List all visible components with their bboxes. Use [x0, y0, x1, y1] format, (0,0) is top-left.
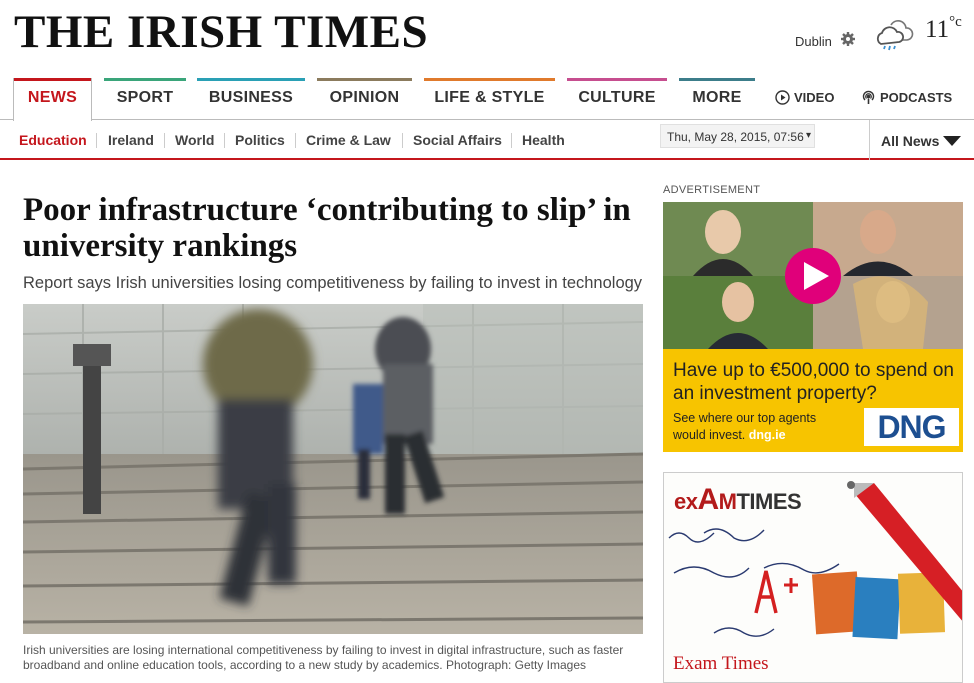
subnav-item-education[interactable]: Education: [19, 132, 87, 148]
main-nav: [0, 76, 974, 120]
tab-opinion[interactable]: [317, 78, 412, 120]
subnav-divider: [224, 133, 225, 148]
article-standfirst: Report says Irish universities losing competitiveness by failing to invest in technology: [23, 274, 643, 292]
podcasts-label: PODCASTS: [880, 90, 953, 105]
subnav-item-social-affairs[interactable]: Social Affairs: [413, 132, 502, 148]
subnav-divider: [96, 133, 97, 148]
masthead: [0, 0, 974, 76]
cloud-rain-icon: [873, 16, 917, 52]
subnav-item-politics[interactable]: Politics: [235, 132, 285, 148]
subnav-item-crime-law[interactable]: Crime & Law: [306, 132, 391, 148]
tab-accent-bar: [104, 78, 186, 81]
examtimes-logo: [674, 483, 801, 517]
tab-accent-bar: [567, 78, 667, 81]
tab-accent-bar: [679, 78, 755, 81]
tab-accent-bar: [424, 78, 555, 81]
ad-link[interactable]: dng.ie: [748, 428, 786, 442]
subnav-item-world[interactable]: World: [175, 132, 215, 148]
logo-part: TIMES: [736, 489, 802, 514]
video-label: VIDEO: [794, 90, 835, 105]
dng-logo: DNG: [864, 408, 959, 446]
gear-icon[interactable]: [840, 31, 856, 47]
ad-video-collage: [663, 202, 963, 349]
tab-accent-bar: [317, 78, 412, 81]
tab-news[interactable]: [13, 78, 92, 121]
tab-sport[interactable]: [104, 78, 186, 120]
logo-part: M: [718, 489, 737, 514]
photo-caption: Irish universities are losing international competitiveness by failing to invest in digital infrastructure, such as faster broadband and online education tools, according to a new study by academics. Photograph: Getty Images: [23, 643, 624, 672]
dng-advert[interactable]: [663, 202, 963, 452]
video-link[interactable]: [775, 90, 834, 105]
subnav-item-ireland[interactable]: Ireland: [108, 132, 154, 148]
play-circle-icon: [775, 90, 790, 105]
exam-times-title[interactable]: Exam Times: [673, 653, 769, 674]
tab-business[interactable]: [197, 78, 305, 120]
article-headline: Poor infrastructure ‘contributing to slip’ in university rankings: [23, 192, 631, 264]
logo-part: A: [697, 483, 719, 516]
advertisement-label: ADVERTISEMENT: [663, 184, 761, 196]
subnav-item-health[interactable]: Health: [522, 132, 565, 148]
subnav-divider: [295, 133, 296, 148]
tab-culture[interactable]: [567, 78, 667, 120]
tab-more[interactable]: [679, 78, 755, 120]
podcasts-link[interactable]: [861, 90, 952, 105]
students-running-up-steps-image: [23, 304, 643, 634]
ad-headline: Have up to €500,000 to spend on an investment property?: [673, 360, 955, 404]
logo-part: ex: [674, 489, 698, 514]
article-photo[interactable]: [23, 304, 643, 634]
agents-video-thumbnail: [663, 202, 963, 349]
tab-label: BUSINESS: [208, 89, 294, 106]
exam-times-promo[interactable]: [663, 472, 963, 683]
section-subnav: [0, 120, 974, 160]
subnav-divider: [402, 133, 403, 148]
tab-label: CULTURE: [578, 89, 656, 106]
ad-subtext-copy: See where our top agents would invest.: [673, 411, 817, 442]
date-selector[interactable]: [660, 124, 815, 148]
tab-label: NEWS: [27, 89, 78, 106]
triangle-down-icon: [943, 136, 961, 146]
all-news-label: All News: [881, 133, 940, 149]
all-news-dropdown[interactable]: [869, 120, 974, 160]
podcast-icon: [861, 90, 876, 105]
tab-accent-bar: [197, 78, 305, 81]
tab-label: OPINION: [329, 89, 400, 106]
tab-life-style[interactable]: [424, 78, 555, 120]
site-logo[interactable]: THE IRISH TIMES: [14, 6, 429, 58]
chevron-down-icon: ▾: [805, 130, 811, 141]
tab-label: LIFE & STYLE: [434, 89, 545, 106]
tab-accent-bar: [14, 78, 91, 81]
weather-city[interactable]: Dublin: [795, 34, 832, 49]
date-text: Thu, May 28, 2015, 07:56: [667, 130, 804, 144]
subnav-divider: [511, 133, 512, 148]
tab-label: MORE: [692, 89, 742, 106]
subnav-divider: [164, 133, 165, 148]
temperature: $11^{^\circ c}$: [925, 14, 962, 43]
ad-subtext: [673, 410, 843, 444]
tab-label: SPORT: [116, 89, 174, 106]
